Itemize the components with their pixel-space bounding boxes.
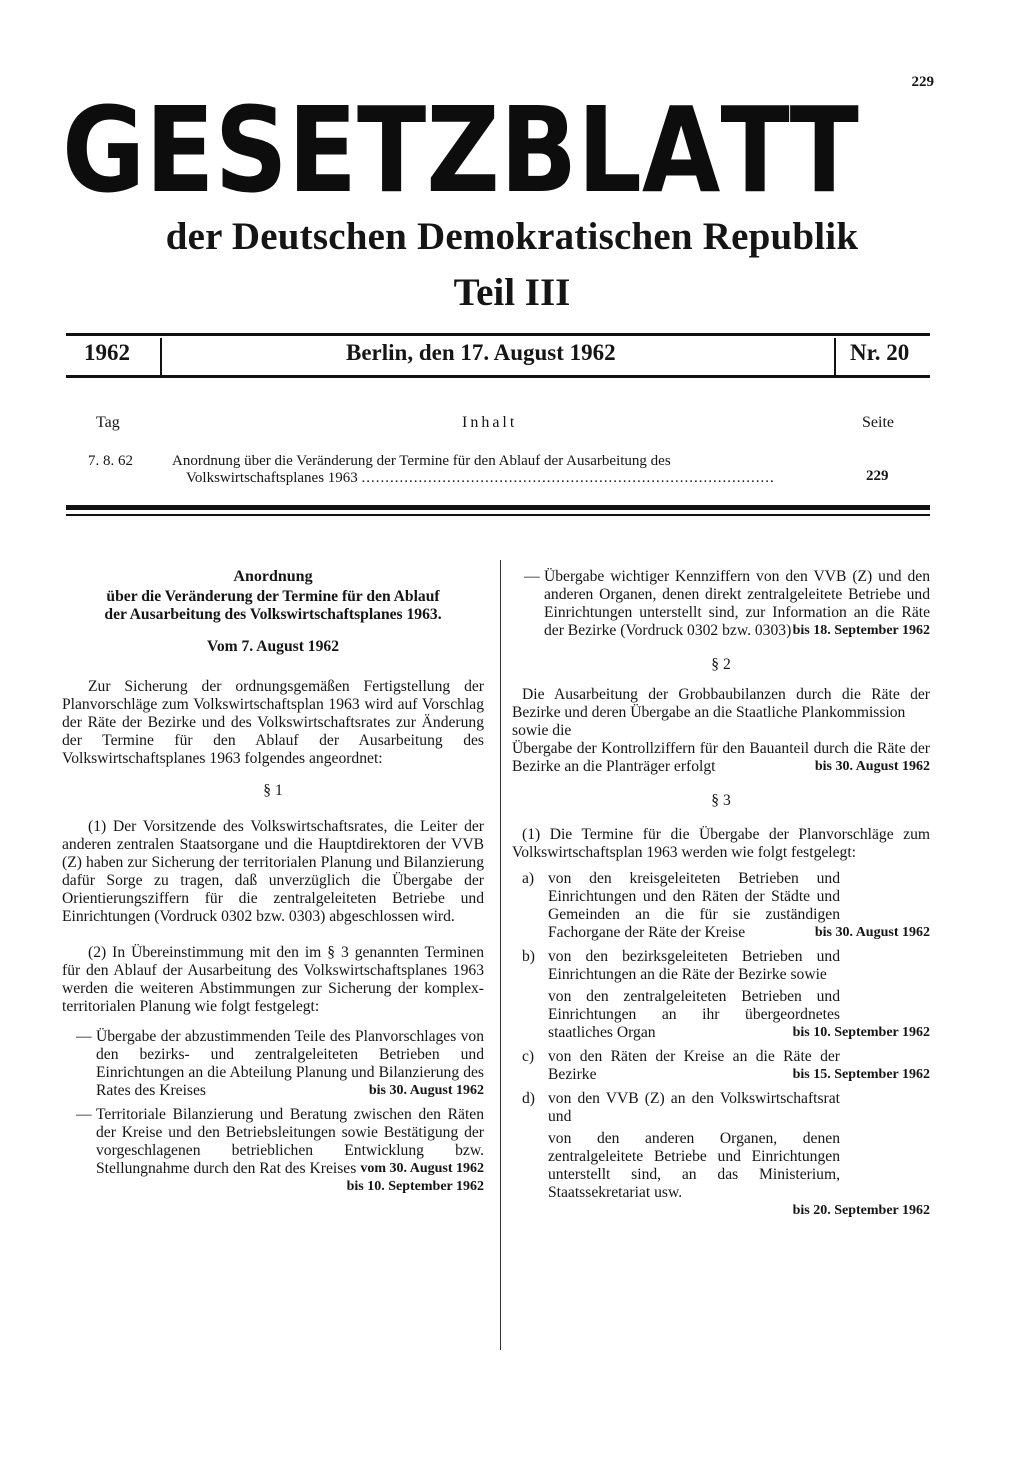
masthead-letter: B bbox=[499, 81, 578, 219]
list-item-text bbox=[548, 1090, 930, 1202]
list-item-body: von den bezirksgeleiteten Betrieben und Einrichtungen an die Räte der Bezirke sowie bbox=[548, 948, 840, 983]
list-item-body: Übergabe wichtiger Kennziffern von den VVB (Z) und den anderen Organen, denen direkt zentralgeleitete Betriebe und Einrichtungen unterstellt sind, zur Information an die Räte der Bezirke (Vordruck 0302 bzw. 0303) bbox=[544, 568, 930, 639]
list-item-marker: b) bbox=[522, 948, 535, 965]
list-item bbox=[62, 1028, 484, 1100]
list-item-body: Territoriale Bilanzierung und Beratung zwischen den Räten der Kreise und den Betriebsleitungen sowie Bestätigung der vorgeschlagenen betrieblichen Entwicklung bzw. Stellungnahme durch den Rat des Kreises bbox=[96, 1106, 484, 1177]
section-2-paragraph: Die Ausarbeitung der Grobbaubilanzen durch die Räte der Bezirke und deren Übergabe an die Staatliche Plankommission bbox=[512, 686, 930, 721]
masthead-letter: L bbox=[577, 81, 642, 219]
issue-divider bbox=[834, 338, 836, 376]
masthead-title bbox=[62, 81, 859, 219]
list-item-text bbox=[96, 1028, 484, 1100]
masthead-letter: A bbox=[641, 81, 721, 219]
issue-row bbox=[66, 336, 930, 376]
list-item-text bbox=[96, 1106, 484, 1196]
list-item-marker: a) bbox=[522, 870, 535, 887]
ordinance-title: Anordnung bbox=[233, 568, 313, 585]
list-item-body: von den VVB (Z) an den Volkswirtschaftsrat und bbox=[548, 1090, 840, 1125]
ordinance-subtitle: über die Veränderung der Termine für den Ablauf bbox=[106, 588, 440, 605]
section-1-label: § 1 bbox=[263, 782, 283, 799]
issue-number: Nr. 20 bbox=[850, 340, 910, 365]
list-item-deadline: bis 20. September 1962 bbox=[792, 1203, 930, 1218]
section-2-paragraph: Übergabe der Kontrollziffern für den Bauanteil durch die Räte der Bezirke an die Planträger erfolgt bbox=[512, 740, 930, 775]
list-item-deadline: bis 30. August 1962 bbox=[368, 1083, 484, 1098]
toc-entry-title-line: Volkswirtschaftsplanes 1963 bbox=[186, 470, 358, 486]
list-item-body: von den kreisgeleiteten Betrieben und Einrichtungen und den Räten der Städte und Gemeinden an die für sie zuständigen Fachorgane der Räte der Kreise bbox=[548, 870, 840, 941]
section-1-paragraph-2: (2) In Übereinstimmung mit den im § 3 genannten Terminen für den Ablauf der Ausarbeitung des Volkswirtschaftsplanes 1963 werden die weiteren Abstimmungen zur Sicherung der komplex-territorialen Planung wie folgt festgelegt: bbox=[62, 944, 484, 1015]
masthead-subtitle: der Deutschen Demokratischen Republik bbox=[165, 215, 859, 258]
page-number: 229 bbox=[911, 74, 934, 90]
list-item bbox=[512, 568, 930, 640]
list-item-deadline: bis 10. September 1962 bbox=[346, 1179, 484, 1194]
list-item-body: von den Räten der Kreise an die Räte der Bezirke bbox=[548, 1048, 840, 1083]
list-item bbox=[62, 1106, 484, 1196]
issue-year: 1962 bbox=[84, 340, 130, 365]
masthead-letter: E bbox=[145, 81, 215, 219]
left-column bbox=[62, 568, 484, 1196]
section-3-label: § 3 bbox=[711, 792, 731, 809]
toc-entry-title-line bbox=[172, 470, 832, 487]
toc-col-day: Tag bbox=[96, 414, 120, 431]
list-item-text bbox=[544, 568, 930, 640]
masthead-letter: T bbox=[789, 81, 859, 219]
list-item-deadline: bis 18. September 1962 bbox=[792, 623, 930, 638]
list-item-marker: — bbox=[76, 1106, 92, 1123]
section-3-paragraph: (1) Die Termine für die Übergabe der Planvorschläge zum Volkswirtschaftsplan 1963 werden wie folgt festgelegt: bbox=[512, 826, 930, 861]
toc-col-page: Seite bbox=[862, 414, 894, 431]
list-item-deadline: bis 10. September 1962 bbox=[792, 1025, 930, 1040]
list-item-marker: c) bbox=[522, 1048, 535, 1065]
section-1-paragraph-1: (1) Der Vorsitzende des Volkswirtschaftsrates, die Leiter der anderen zentralen Staatsorgane und die Hauptdirektoren der VVB (Z) haben zur Sicherung der territorialen Planung und Bilanzierung dafür Sorge zu tragen, daß unverzüglich die Übergabe der Orientierungsziffern für die zentralgeleiteten Betriebe und Einrichtungen (Vordruck 0302 bzw. 0303) abgeschlossen wird. bbox=[62, 818, 484, 925]
list-item-deadline: bis 15. September 1962 bbox=[792, 1067, 930, 1082]
list-item-deadline: vom 30. August 1962 bbox=[360, 1161, 484, 1176]
part-label: Teil III bbox=[453, 271, 571, 314]
toc-leader-dots: ....................................................................................... bbox=[361, 470, 775, 486]
column-divider bbox=[500, 560, 501, 1350]
issue-bottom-rule bbox=[66, 375, 930, 378]
list-item-deadline: bis 30. August 1962 bbox=[814, 925, 930, 940]
list-item-body: von den anderen Organen, denen zentralgeleitete Betriebe und Einrichtungen unterstellt sind, an das Ministerium, Staatssekretariat usw. bbox=[548, 1130, 840, 1201]
list-item-marker: — bbox=[76, 1028, 92, 1045]
preamble-paragraph: Zur Sicherung der ordnungsgemäßen Fertigstellung der Planvorschläge zum Volkswirtschaftsplan 1963 wird auf Vorschlag der Räte der Bezirke und des Volkswirtschaftsrates zur Änderung der Termine für den Ablauf der Ausarbeitung des Volkswirtschaftsplanes 1963 folgendes angeordnet: bbox=[62, 678, 484, 767]
list-item-marker: d) bbox=[522, 1090, 535, 1107]
section-2-deadline: bis 30. August 1962 bbox=[814, 759, 930, 774]
toc-entry-date: 7. 8. 62 bbox=[88, 453, 133, 469]
ordinance-date: Vom 7. August 1962 bbox=[207, 638, 339, 655]
masthead-letter: T bbox=[720, 81, 790, 219]
toc-bottom-rule-thin bbox=[66, 514, 930, 516]
right-column bbox=[512, 568, 930, 1220]
masthead-letter: E bbox=[287, 81, 358, 219]
toc-entry-title-line: Anordnung über die Veränderung der Termine für den Ablauf der Ausarbeitung des bbox=[172, 453, 671, 469]
toc-entry-page: 229 bbox=[866, 468, 889, 484]
list-item-body: Übergabe der abzustimmenden Teile des Planvorschlages von den bezirks- und zentralgeleiteten Betrieben und Einrichtungen an die Abteilung Planung und Bilanzierung des Rates des Kreises bbox=[96, 1028, 484, 1099]
list-item-marker: — bbox=[524, 568, 540, 585]
masthead-letter: S bbox=[214, 81, 288, 219]
toc-entry-title bbox=[172, 453, 832, 487]
toc-col-contents: Inhalt bbox=[462, 414, 518, 431]
masthead-letter: G bbox=[62, 81, 146, 219]
ordinance-subtitle: der Ausarbeitung des Volkswirtschaftsplanes 1963. bbox=[104, 606, 442, 623]
issue-divider bbox=[160, 338, 162, 376]
masthead-letter: Z bbox=[426, 81, 500, 219]
list-item-body: von den zentralgeleiteten Betrieben und Einrichtungen an ihr übergeordnetes staatliches Organ bbox=[548, 988, 840, 1041]
toc-bottom-rule-thick bbox=[66, 505, 930, 510]
masthead-letter: T bbox=[357, 81, 427, 219]
list-item bbox=[512, 1090, 930, 1202]
section-2-label: § 2 bbox=[711, 656, 731, 673]
section-2-paragraph: sowie die bbox=[512, 722, 572, 739]
issue-place-date: Berlin, den 17. August 1962 bbox=[346, 340, 616, 365]
